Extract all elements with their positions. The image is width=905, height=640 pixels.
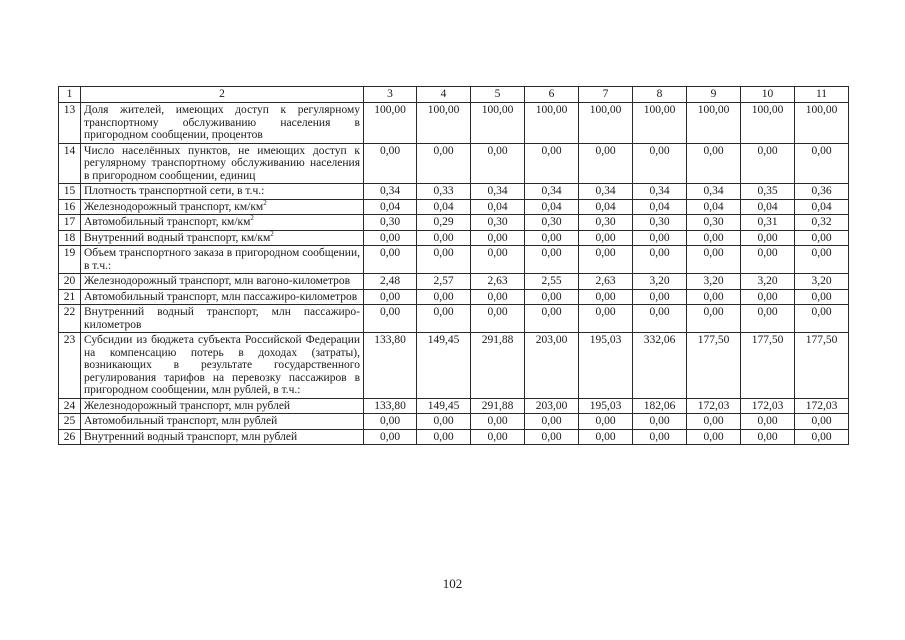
row-label: Железнодорожный транспорт, млн вагоно-километров — [84, 275, 351, 287]
column-header: 9 — [687, 87, 741, 103]
value-cell: 3,20 — [795, 274, 849, 290]
table-row — [59, 246, 849, 274]
row-number: 24 — [59, 398, 81, 414]
value-cell: 0,34 — [687, 184, 741, 200]
table-row — [59, 103, 849, 144]
value-cell: 0,00 — [579, 414, 633, 430]
value-cell: 0,00 — [795, 289, 849, 305]
value-cell: 332,06 — [633, 333, 687, 399]
value-cell: 100,00 — [795, 103, 849, 144]
row-label-cell — [81, 199, 364, 215]
row-label-cell — [81, 398, 364, 414]
value-cell: 0,00 — [579, 305, 633, 333]
value-cell: 0,00 — [417, 305, 471, 333]
value-cell: 0,00 — [687, 289, 741, 305]
value-cell: 0,04 — [471, 199, 525, 215]
value-cell: 100,00 — [525, 103, 579, 144]
value-cell: 0,00 — [741, 414, 795, 430]
row-number: 17 — [59, 215, 81, 231]
value-cell: 0,00 — [741, 305, 795, 333]
value-cell: 177,50 — [687, 333, 741, 399]
row-number: 15 — [59, 184, 81, 200]
row-label: Автомобильный транспорт, млн рублей — [84, 415, 278, 427]
value-cell: 0,00 — [364, 289, 417, 305]
value-cell: 0,00 — [525, 305, 579, 333]
value-cell: 0,00 — [687, 429, 741, 445]
row-label-cell — [81, 305, 364, 333]
value-cell: 0,00 — [633, 289, 687, 305]
value-cell: 0,00 — [633, 305, 687, 333]
row-label: Железнодорожный транспорт, млн рублей — [84, 399, 291, 412]
value-cell: 0,00 — [417, 289, 471, 305]
value-cell: 0,34 — [525, 184, 579, 200]
value-cell: 0,00 — [741, 429, 795, 445]
value-cell: 0,30 — [633, 215, 687, 231]
value-cell: 149,45 — [417, 333, 471, 399]
value-cell: 0,34 — [633, 184, 687, 200]
value-cell: 0,00 — [417, 143, 471, 184]
value-cell: 203,00 — [525, 398, 579, 414]
value-cell: 0,00 — [525, 143, 579, 184]
value-cell: 0,04 — [633, 199, 687, 215]
row-label: Объем транспортного заказа в пригородном сообщении, в т.ч.: — [84, 247, 360, 272]
header-row — [59, 87, 849, 103]
table-row — [59, 199, 849, 215]
value-cell: 0,34 — [364, 184, 417, 200]
value-cell: 0,00 — [741, 289, 795, 305]
value-cell: 0,00 — [633, 246, 687, 274]
row-label-cell — [81, 103, 364, 144]
row-number: 16 — [59, 199, 81, 215]
table-row — [59, 215, 849, 231]
value-cell: 0,00 — [364, 429, 417, 445]
value-cell: 2,55 — [525, 274, 579, 290]
value-cell: 195,03 — [579, 333, 633, 399]
value-cell: 0,00 — [633, 414, 687, 430]
value-cell: 0,00 — [579, 143, 633, 184]
page-number: 102 — [442, 576, 463, 591]
row-label-cell — [81, 143, 364, 184]
value-cell: 0,00 — [741, 230, 795, 246]
value-cell: 0,00 — [417, 414, 471, 430]
table-row — [59, 414, 849, 430]
value-cell: 100,00 — [471, 103, 525, 144]
value-cell: 0,00 — [417, 246, 471, 274]
value-cell: 0,35 — [741, 184, 795, 200]
row-label-cell — [81, 414, 364, 430]
row-number: 23 — [59, 333, 81, 399]
table-row — [59, 305, 849, 333]
table-row — [59, 274, 849, 290]
value-cell: 0,00 — [579, 429, 633, 445]
value-cell: 0,32 — [795, 215, 849, 231]
value-cell: 149,45 — [417, 398, 471, 414]
value-cell: 0,04 — [579, 199, 633, 215]
value-cell: 291,88 — [471, 398, 525, 414]
value-cell: 0,04 — [364, 199, 417, 215]
value-cell: 182,06 — [633, 398, 687, 414]
column-header: 10 — [741, 87, 795, 103]
column-header: 4 — [417, 87, 471, 103]
table-row — [59, 333, 849, 399]
value-cell: 100,00 — [417, 103, 471, 144]
value-cell: 0,00 — [579, 230, 633, 246]
value-cell: 195,03 — [579, 398, 633, 414]
value-cell: 0,30 — [525, 215, 579, 231]
value-cell: 2,48 — [364, 274, 417, 290]
value-cell: 3,20 — [741, 274, 795, 290]
value-cell: 0,00 — [471, 429, 525, 445]
table-row — [59, 289, 849, 305]
row-label-cell — [81, 289, 364, 305]
value-cell: 0,00 — [687, 230, 741, 246]
table-row — [59, 230, 849, 246]
value-cell: 0,00 — [741, 143, 795, 184]
value-cell: 0,00 — [795, 143, 849, 184]
value-cell: 0,04 — [417, 199, 471, 215]
value-cell: 0,00 — [364, 414, 417, 430]
value-cell: 0,00 — [471, 143, 525, 184]
table-row — [59, 143, 849, 184]
row-label-cell — [81, 246, 364, 274]
row-label: Внутренний водный транспорт, млн рублей — [84, 430, 298, 443]
value-cell: 0,00 — [741, 246, 795, 274]
value-cell: 0,00 — [471, 305, 525, 333]
value-cell: 0,30 — [364, 215, 417, 231]
value-cell: 133,80 — [364, 398, 417, 414]
value-cell: 0,04 — [687, 199, 741, 215]
row-number: 26 — [59, 429, 81, 445]
value-cell: 100,00 — [364, 103, 417, 144]
column-header: 5 — [471, 87, 525, 103]
value-cell: 0,00 — [417, 230, 471, 246]
value-cell: 0,30 — [471, 215, 525, 231]
row-label: Автомобильный транспорт, млн пассажиро-километров — [84, 290, 358, 303]
value-cell: 0,34 — [579, 184, 633, 200]
column-header: 1 — [59, 87, 81, 103]
value-cell: 0,30 — [579, 215, 633, 231]
value-cell: 133,80 — [364, 333, 417, 399]
column-header: 8 — [633, 87, 687, 103]
row-number: 13 — [59, 103, 81, 144]
table-row — [59, 184, 849, 200]
row-label: Плотность транспортной сети, в т.ч.: — [84, 185, 265, 197]
row-number: 20 — [59, 274, 81, 290]
value-cell: 0,00 — [795, 414, 849, 430]
value-cell: 172,03 — [687, 398, 741, 414]
row-number: 18 — [59, 230, 81, 246]
table-body — [59, 103, 849, 445]
value-cell: 0,00 — [525, 230, 579, 246]
value-cell: 0,00 — [525, 429, 579, 445]
table-row — [59, 429, 849, 445]
row-label-cell — [81, 274, 364, 290]
column-header: 6 — [525, 87, 579, 103]
value-cell: 0,00 — [471, 289, 525, 305]
value-cell: 0,30 — [687, 215, 741, 231]
row-label: Железнодорожный транспорт, км/км — [84, 200, 264, 213]
row-label: Доля жителей, имеющих доступ к регулярному транспортному обслуживанию населения в пригородном сообщении, процентов — [84, 104, 360, 141]
unit-superscript: 2 — [250, 214, 254, 223]
value-cell: 172,03 — [795, 398, 849, 414]
value-cell: 0,00 — [525, 414, 579, 430]
column-header: 3 — [364, 87, 417, 103]
row-label: Число населённых пунктов, не имеющих доступ к регулярному транспортному обслуживанию населения в пригородном сообщении, единиц — [84, 144, 360, 182]
row-number: 19 — [59, 246, 81, 274]
value-cell: 0,00 — [687, 414, 741, 430]
row-label-cell — [81, 429, 364, 445]
value-cell: 0,00 — [795, 246, 849, 274]
value-cell: 0,36 — [795, 184, 849, 200]
row-number: 25 — [59, 414, 81, 430]
value-cell: 177,50 — [741, 333, 795, 399]
value-cell: 0,00 — [364, 230, 417, 246]
column-header: 7 — [579, 87, 633, 103]
row-number: 14 — [59, 143, 81, 184]
row-label: Внутренний водный транспорт, млн пассажиро-километров — [84, 306, 360, 331]
value-cell: 0,00 — [471, 414, 525, 430]
row-label-cell — [81, 230, 364, 246]
value-cell: 0,29 — [417, 215, 471, 231]
value-cell: 2,63 — [579, 274, 633, 290]
value-cell: 0,00 — [417, 429, 471, 445]
value-cell: 0,00 — [687, 246, 741, 274]
value-cell: 3,20 — [687, 274, 741, 290]
value-cell: 0,00 — [364, 305, 417, 333]
row-label: Субсидии из бюджета субъекта Российской Федерации на компенсацию потерь в доходах (затраты), возникающих в результате государственного регулирования тарифов на перевозку пассажиров в пригородном сообщении, млн рублей, в т.ч.: — [84, 334, 360, 396]
row-number: 22 — [59, 305, 81, 333]
row-label: Автомобильный транспорт, км/км — [84, 216, 251, 228]
row-label-cell — [81, 215, 364, 231]
value-cell: 0,00 — [579, 289, 633, 305]
value-cell: 0,00 — [795, 305, 849, 333]
value-cell: 0,04 — [525, 199, 579, 215]
value-cell: 0,00 — [795, 230, 849, 246]
value-cell: 291,88 — [471, 333, 525, 399]
value-cell: 0,00 — [687, 305, 741, 333]
value-cell: 0,04 — [795, 199, 849, 215]
value-cell: 0,00 — [525, 246, 579, 274]
unit-superscript: 2 — [270, 229, 274, 238]
value-cell: 100,00 — [633, 103, 687, 144]
value-cell: 0,34 — [471, 184, 525, 200]
value-cell: 0,00 — [795, 429, 849, 445]
value-cell: 0,00 — [633, 429, 687, 445]
value-cell: 0,00 — [687, 143, 741, 184]
value-cell: 0,04 — [741, 199, 795, 215]
value-cell: 100,00 — [579, 103, 633, 144]
value-cell: 172,03 — [741, 398, 795, 414]
value-cell: 2,57 — [417, 274, 471, 290]
row-label-cell — [81, 184, 364, 200]
column-header: 11 — [795, 87, 849, 103]
value-cell: 100,00 — [687, 103, 741, 144]
row-label: Внутренний водный транспорт, км/км — [84, 231, 271, 244]
value-cell: 3,20 — [633, 274, 687, 290]
value-cell: 177,50 — [795, 333, 849, 399]
value-cell: 0,31 — [741, 215, 795, 231]
value-cell: 203,00 — [525, 333, 579, 399]
value-cell: 2,63 — [471, 274, 525, 290]
table-row — [59, 398, 849, 414]
value-cell: 0,00 — [364, 143, 417, 184]
value-cell: 0,00 — [633, 230, 687, 246]
value-cell: 0,00 — [525, 289, 579, 305]
value-cell: 0,00 — [364, 246, 417, 274]
value-cell: 100,00 — [741, 103, 795, 144]
row-number: 21 — [59, 289, 81, 305]
value-cell: 0,00 — [579, 246, 633, 274]
value-cell: 0,00 — [471, 246, 525, 274]
value-cell: 0,00 — [471, 230, 525, 246]
row-label-cell — [81, 333, 364, 399]
data-table — [58, 86, 849, 445]
value-cell: 0,33 — [417, 184, 471, 200]
unit-superscript: 2 — [263, 198, 267, 207]
value-cell: 0,00 — [633, 143, 687, 184]
column-header: 2 — [81, 87, 364, 103]
